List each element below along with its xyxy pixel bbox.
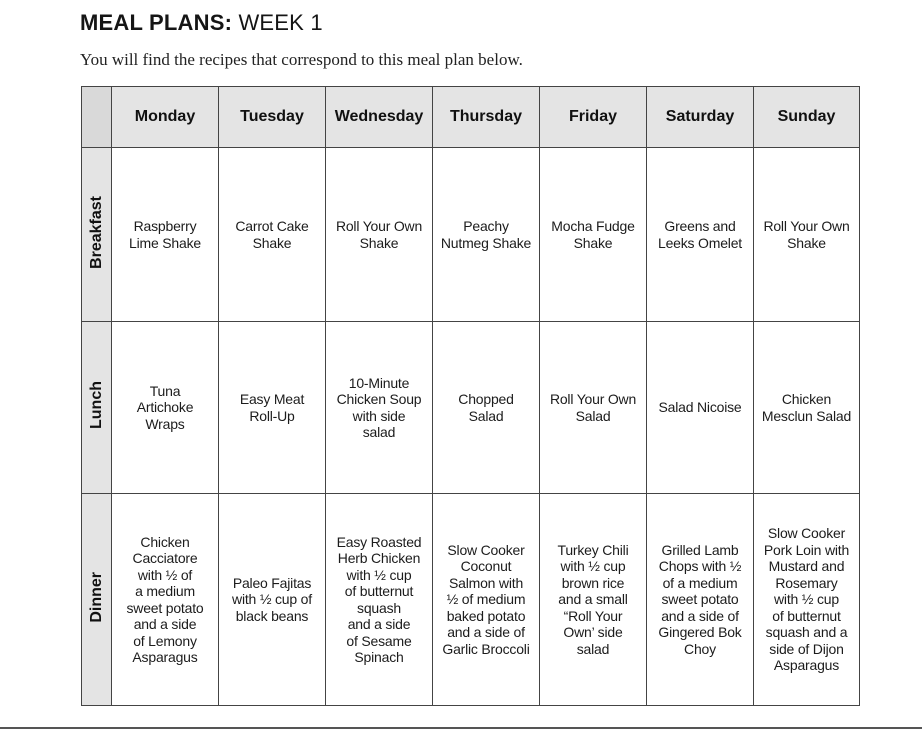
meal-cell-text: Roll Your Own Salad	[549, 391, 637, 424]
meal-label: Breakfast	[87, 195, 105, 269]
title-rest: WEEK 1	[232, 10, 323, 35]
meal-cell	[754, 148, 860, 322]
meal-cell	[647, 148, 754, 322]
meal-cell	[433, 494, 540, 706]
meal-cell	[112, 322, 219, 494]
meal-cell	[540, 148, 647, 322]
meal-cell-text: Chopped Salad	[458, 391, 514, 424]
meal-cell-text: Easy Roasted Herb Chicken with ½ cup of butternut squash and a side of Sesame Spinach	[336, 533, 422, 665]
meal-label-cell	[82, 148, 112, 322]
meal-cell-text: Slow Cooker Coconut Salmon with ½ of medium baked potato and a side of Garlic Broccoli	[442, 541, 530, 657]
meal-cell-text: Turkey Chili with ½ cup brown rice and a small “Roll Your Own’ side salad	[557, 541, 629, 657]
meal-cell	[219, 494, 326, 706]
meal-label: Lunch	[87, 381, 105, 429]
day-header: Sunday	[754, 87, 860, 148]
meal-cell-text: Paleo Fajitas with ½ cup of black beans	[232, 574, 312, 624]
day-header: Thursday	[433, 87, 540, 148]
meal-cell-text: 10-Minute Chicken Soup with side salad	[336, 374, 422, 440]
meal-cell-text: Chicken Cacciatore with ½ of a medium sweet potato and a side of Lemony Asparagus	[126, 533, 204, 665]
header-row	[82, 87, 860, 148]
page-divider	[0, 727, 922, 729]
meal-cell-text: Raspberry Lime Shake	[129, 218, 201, 251]
meal-cell-text: Peachy Nutmeg Shake	[440, 218, 532, 251]
meal-cell	[433, 322, 540, 494]
meal-cell	[754, 322, 860, 494]
meal-cell	[540, 494, 647, 706]
meal-cell	[112, 148, 219, 322]
meal-cell-text: Chicken Mesclun Salad	[761, 391, 852, 424]
meal-cell	[112, 494, 219, 706]
meal-cell-text: Roll Your Own Shake	[763, 218, 850, 251]
intro-text: You will find the recipes that correspond to this meal plan below.	[80, 50, 523, 69]
table-row-lunch	[82, 322, 860, 494]
meal-label: Dinner	[87, 571, 105, 623]
table-row-dinner	[82, 494, 860, 706]
meal-cell	[433, 148, 540, 322]
meal-cell	[647, 322, 754, 494]
meal-cell-text: Tuna Artichoke Wraps	[136, 382, 194, 432]
meal-label-cell	[82, 494, 112, 706]
title-bold: MEAL PLANS:	[80, 10, 233, 35]
meal-cell	[326, 494, 433, 706]
meal-cell	[326, 148, 433, 322]
meal-cell	[219, 322, 326, 494]
meal-label-cell	[82, 322, 112, 494]
meal-cell	[754, 494, 860, 706]
meal-cell-text: Grilled Lamb Chops with ½ of a medium sweet potato and a side of Gingered Bok Choy	[658, 541, 742, 657]
meal-cell-text: Salad Nicoise	[658, 399, 742, 416]
day-header: Saturday	[647, 87, 754, 148]
meal-cell	[326, 322, 433, 494]
meal-cell-text: Mocha Fudge Shake	[551, 218, 635, 251]
meal-cell	[219, 148, 326, 322]
corner-cell	[82, 87, 112, 148]
meal-cell-text: Greens and Leeks Omelet	[658, 218, 742, 251]
meal-cell-text: Easy Meat Roll-Up	[239, 391, 305, 424]
meal-cell	[540, 322, 647, 494]
meal-cell	[647, 494, 754, 706]
meal-plan-table	[81, 86, 860, 706]
day-header: Wednesday	[326, 87, 433, 148]
meal-cell-text: Slow Cooker Pork Loin with Mustard and Rosemary with ½ cup of butternut squash and a side of Dijon Asparagus	[763, 525, 850, 674]
page-title	[80, 10, 323, 36]
day-header: Tuesday	[219, 87, 326, 148]
meal-cell-text: Roll Your Own Shake	[335, 218, 423, 251]
table-row-breakfast	[82, 148, 860, 322]
meal-cell-text: Carrot Cake Shake	[235, 218, 309, 251]
day-header: Monday	[112, 87, 219, 148]
day-header: Friday	[540, 87, 647, 148]
